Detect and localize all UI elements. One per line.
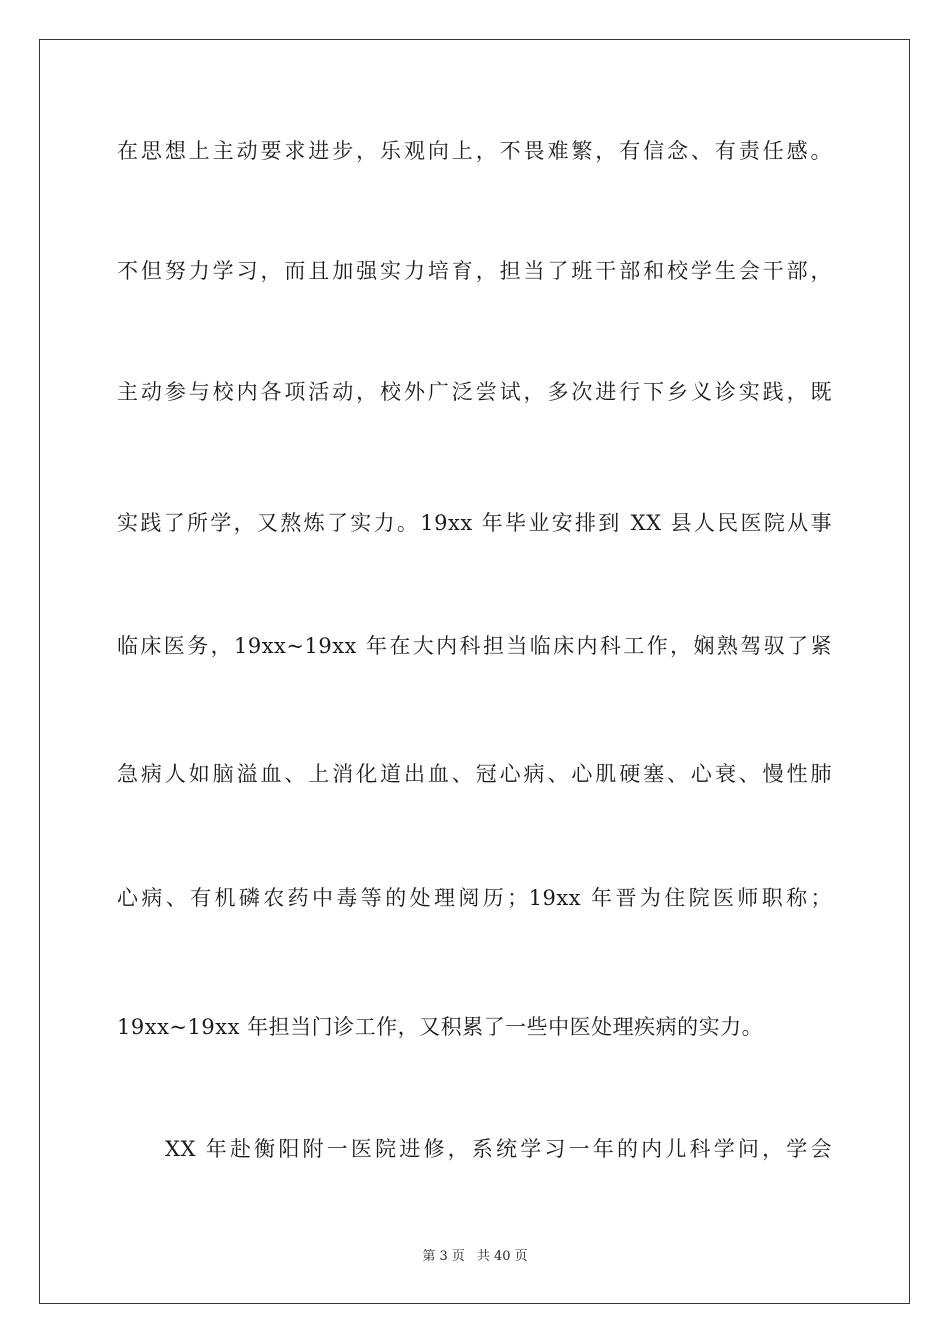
body-text-line: 急病人如脑溢血、上消化道出血、冠心病、心肌硬塞、心衰、慢性肺 bbox=[117, 762, 832, 786]
body-text-line: 临床医务，19xx~19xx 年在大内科担当临床内科工作，娴熟驾驭了紧 bbox=[117, 634, 832, 658]
body-text-line: 19xx~19xx 年担当门诊工作，又积累了一些中医处理疾病的实力。 bbox=[117, 1015, 764, 1039]
body-text-line: 在思想上主动要求进步，乐观向上，不畏难繁，有信念、有责任感。 bbox=[117, 139, 832, 163]
page-total: 共 40 页 bbox=[476, 1249, 528, 1264]
body-text-line-indented: XX 年赴衡阳附一医院进修，系统学习一年的内儿科学问，学会 bbox=[165, 1137, 832, 1161]
body-text-line: 实践了所学，又熬炼了实力。19xx 年毕业安排到 XX 县人民医院从事 bbox=[117, 511, 832, 535]
page-footer bbox=[0, 1248, 950, 1266]
page-number: 第 3 页 bbox=[422, 1249, 465, 1264]
body-text-line: 不但努力学习，而且加强实力培育，担当了班干部和校学生会干部， bbox=[117, 259, 832, 283]
body-text-line: 心病、有机磷农药中毒等的处理阅历；19xx 年晋为住院医师职称； bbox=[117, 886, 832, 910]
page-border bbox=[39, 39, 910, 1304]
body-text-line: 主动参与校内各项活动，校外广泛尝试，多次进行下乡义诊实践，既 bbox=[117, 380, 832, 404]
